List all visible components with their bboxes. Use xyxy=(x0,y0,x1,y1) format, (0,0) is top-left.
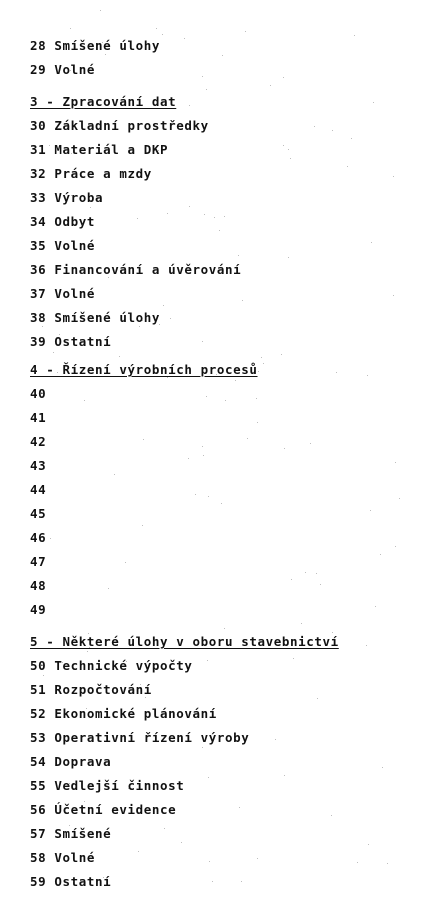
scan-speck xyxy=(156,28,157,29)
scan-speck xyxy=(204,214,205,215)
scan-speck xyxy=(88,633,89,634)
scan-speck xyxy=(239,807,240,808)
list-item: 55 Vedlejší činnost xyxy=(30,778,185,793)
scan-speck xyxy=(291,579,292,580)
scan-speck xyxy=(71,153,72,154)
scan-speck xyxy=(357,862,358,863)
scan-speck xyxy=(317,698,318,699)
scan-speck xyxy=(224,628,225,629)
scan-speck xyxy=(73,881,74,882)
scan-speck xyxy=(366,645,367,646)
scan-speck xyxy=(43,675,44,676)
scan-speck xyxy=(49,145,50,146)
scan-speck xyxy=(119,356,120,357)
list-item: 31 Materiál a DKP xyxy=(30,142,169,157)
scan-speck xyxy=(212,881,213,882)
scan-speck xyxy=(261,357,262,358)
scan-speck xyxy=(288,257,289,258)
scan-speck xyxy=(163,305,164,306)
scan-speck xyxy=(96,690,97,691)
scan-speck xyxy=(301,623,302,624)
scan-speck xyxy=(222,55,223,56)
scan-speck xyxy=(189,206,190,207)
list-item: 35 Volné xyxy=(30,238,96,253)
list-item: 51 Rozpočtování xyxy=(30,682,152,697)
scan-speck xyxy=(208,777,209,778)
scan-speck xyxy=(235,380,236,381)
list-item: 38 Smíšené úlohy xyxy=(30,310,161,325)
scan-speck xyxy=(170,318,171,319)
scan-speck xyxy=(84,801,85,802)
scan-speck xyxy=(184,38,185,39)
scan-speck xyxy=(368,844,369,845)
scan-speck xyxy=(216,374,217,375)
scan-speck xyxy=(137,218,138,219)
scan-speck xyxy=(207,660,208,661)
scan-speck xyxy=(138,851,139,852)
scan-speck xyxy=(153,808,154,809)
scan-speck xyxy=(87,651,88,652)
scan-speck xyxy=(100,10,101,11)
list-item: 33 Výroba xyxy=(30,190,104,205)
scan-speck xyxy=(283,77,284,78)
scan-speck xyxy=(393,295,394,296)
scan-speck xyxy=(105,54,106,55)
scan-speck xyxy=(84,400,85,401)
list-item: 32 Práce a mzdy xyxy=(30,166,152,181)
list-item: 28 Smíšené úlohy xyxy=(30,38,161,53)
scan-speck xyxy=(367,375,368,376)
scan-speck xyxy=(108,588,109,589)
list-item: 47 xyxy=(30,554,47,569)
list-item: 48 xyxy=(30,578,47,593)
list-item: 30 Základní prostředky xyxy=(30,118,209,133)
scan-speck xyxy=(164,828,165,829)
scan-speck xyxy=(158,150,159,151)
scan-speck xyxy=(332,130,333,131)
scan-speck xyxy=(238,741,239,742)
scan-speck xyxy=(257,422,258,423)
list-item: 52 Ekonomické plánování xyxy=(30,706,217,721)
scan-speck xyxy=(63,322,64,323)
list-item: 40 xyxy=(30,386,47,401)
scan-speck xyxy=(316,573,317,574)
scan-speck xyxy=(202,747,203,748)
scan-speck xyxy=(125,740,126,741)
scan-speck xyxy=(140,684,141,685)
scan-speck xyxy=(142,525,143,526)
scan-speck xyxy=(70,70,71,71)
scan-speck xyxy=(202,341,203,342)
scan-speck xyxy=(320,584,321,585)
scan-speck xyxy=(275,739,276,740)
list-item: 39 Ostatní xyxy=(30,334,112,349)
scan-speck xyxy=(395,546,396,547)
scan-speck xyxy=(238,255,239,256)
section-heading: 3 - Zpracování dat xyxy=(30,94,177,109)
section-heading: 5 - Některé úlohy v oboru stavebnictví xyxy=(30,634,339,649)
list-item: 58 Volné xyxy=(30,850,96,865)
scan-speck xyxy=(310,443,311,444)
scan-speck xyxy=(380,554,381,555)
scan-speck xyxy=(373,102,374,103)
scan-speck xyxy=(159,324,160,325)
scan-speck xyxy=(241,881,242,882)
scan-speck xyxy=(71,195,72,196)
scan-speck xyxy=(189,105,190,106)
scan-speck xyxy=(89,647,90,648)
scan-speck xyxy=(224,216,225,217)
scan-speck xyxy=(209,861,210,862)
scan-speck xyxy=(206,396,207,397)
scan-speck xyxy=(188,458,189,459)
scan-speck xyxy=(370,510,371,511)
scan-speck xyxy=(202,446,203,447)
scan-speck xyxy=(270,85,271,86)
scan-speck xyxy=(195,494,196,495)
scan-speck xyxy=(142,320,143,321)
scan-speck xyxy=(202,76,203,77)
list-item: 29 Volné xyxy=(30,62,96,77)
scan-speck xyxy=(283,145,284,146)
scan-speck xyxy=(126,661,127,662)
list-item: 44 xyxy=(30,482,47,497)
scan-speck xyxy=(59,334,60,335)
scan-speck xyxy=(371,242,372,243)
scan-speck xyxy=(354,35,355,36)
list-item: 34 Odbyt xyxy=(30,214,96,229)
scan-speck xyxy=(219,230,220,231)
list-item: 41 xyxy=(30,410,47,425)
scan-speck xyxy=(395,462,396,463)
scan-speck xyxy=(257,858,258,859)
scan-speck xyxy=(70,28,71,29)
scan-speck xyxy=(57,372,58,373)
list-item: 53 Operativní řízení výroby xyxy=(30,730,250,745)
scan-speck xyxy=(375,606,376,607)
scan-speck xyxy=(208,496,209,497)
scan-speck xyxy=(399,498,400,499)
scan-speck xyxy=(143,439,144,440)
scan-speck xyxy=(263,363,264,364)
scan-speck xyxy=(284,448,285,449)
scan-speck xyxy=(247,438,248,439)
scan-speck xyxy=(221,503,222,504)
scan-speck xyxy=(206,89,207,90)
list-item: 37 Volné xyxy=(30,286,96,301)
list-item: 46 xyxy=(30,530,47,545)
scan-speck xyxy=(336,372,337,373)
scan-speck xyxy=(125,270,126,271)
list-item: 50 Technické výpočty xyxy=(30,658,193,673)
scan-speck xyxy=(90,207,91,208)
scan-speck xyxy=(214,217,215,218)
scan-speck xyxy=(145,697,146,698)
scan-speck xyxy=(203,455,204,456)
list-item: 59 Ostatní xyxy=(30,874,112,889)
scan-speck xyxy=(258,371,259,372)
scan-speck xyxy=(382,767,383,768)
scan-speck xyxy=(108,277,109,278)
list-item: 42 xyxy=(30,434,47,449)
scan-speck xyxy=(53,352,54,353)
scan-speck xyxy=(102,42,103,43)
list-item: 56 Účetní evidence xyxy=(30,802,177,817)
scan-speck xyxy=(393,176,394,177)
scan-speck xyxy=(82,224,83,225)
list-item: 54 Doprava xyxy=(30,754,112,769)
list-item: 49 xyxy=(30,602,47,617)
scan-speck xyxy=(242,300,243,301)
scan-speck xyxy=(288,149,289,150)
scan-speck xyxy=(103,877,104,878)
scan-speck xyxy=(69,783,70,784)
scan-speck xyxy=(128,788,129,789)
list-item: 36 Financování a úvěrování xyxy=(30,262,242,277)
scan-speck xyxy=(125,562,126,563)
scan-speck xyxy=(281,354,282,355)
scan-speck xyxy=(42,326,43,327)
scan-speck xyxy=(256,398,257,399)
scan-speck xyxy=(86,708,87,709)
scan-speck xyxy=(314,126,315,127)
scan-speck xyxy=(139,326,140,327)
scan-speck xyxy=(162,34,163,35)
scan-speck xyxy=(62,662,63,663)
scan-speck xyxy=(305,572,306,573)
section-heading: 4 - Řízení výrobních procesů xyxy=(30,362,258,377)
list-item: 57 Smíšené xyxy=(30,826,112,841)
scan-speck xyxy=(68,785,69,786)
list-item: 45 xyxy=(30,506,47,521)
scan-speck xyxy=(347,166,348,167)
scan-speck xyxy=(167,213,168,214)
list-item: 43 xyxy=(30,458,47,473)
scan-speck xyxy=(284,775,285,776)
scan-speck xyxy=(50,538,51,539)
scan-speck xyxy=(387,863,388,864)
scan-speck xyxy=(114,474,115,475)
scan-speck xyxy=(290,158,291,159)
scan-speck xyxy=(351,138,352,139)
scan-speck xyxy=(245,31,246,32)
scan-speck xyxy=(69,825,70,826)
scan-speck xyxy=(332,632,333,633)
scan-speck xyxy=(181,842,182,843)
scan-speck xyxy=(225,400,226,401)
scan-speck xyxy=(293,658,294,659)
scan-speck xyxy=(167,377,168,378)
scan-speck xyxy=(331,815,332,816)
